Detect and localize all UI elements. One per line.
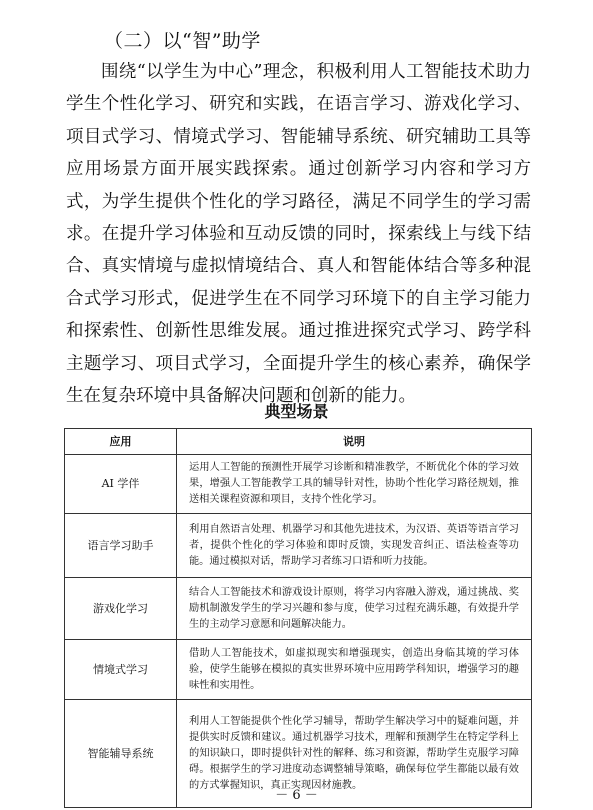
row-description: 结合人工智能技术和游戏设计原则，将学习内容融入游戏，通过挑战、奖励机制激发学生的学习兴趣和参与度，使学习过程充满乐趣，有效提升学生的主动学习意愿和问题解决能力。: [177, 578, 532, 640]
row-application: 语言学习助手: [65, 514, 177, 578]
table-row: [65, 640, 532, 700]
table-row: [65, 578, 532, 640]
header-application: 应用: [65, 429, 177, 455]
scenarios-table: [64, 428, 532, 808]
body-paragraph: 围绕“以学生为中心”理念，积极利用人工智能技术助力学生个性化学习、研究和实践，在语言学习、游戏化学习、项目式学习、情境式学习、智能辅导系统、研究辅助工具等应用场景方面开展实践探索。通过创新学习内容和学习方式，为学生提供个性化的学习路径，满足不同学生的学习需求。在提升学习体验和互动反馈的同时，探索线上与线下结合、真实情境与虚拟情境结合、真人和智能体结合等多种混合式学习形式，促进学生在不同学习环境下的自主学习能力和探索性、创新性思维发展。通过推进探究式学习、跨学科主题学习、项目式学习，全面提升学生的核心素养，确保学生在复杂环境中具备解决问题和创新的能力。: [66, 62, 531, 407]
table-row: [65, 514, 532, 578]
page-number: － 6 －: [275, 788, 318, 803]
section-heading: （二）以“智”助学: [104, 30, 261, 52]
table-title: 典型场景: [264, 402, 329, 421]
row-description: 利用自然语言处理、机器学习和其他先进技术，为汉语、英语等语言学习者，提供个性化的学习体验和即时反馈，实现发音纠正、语法检查等功能。通过模拟对话，帮助学习者练习口语和听力技能。: [177, 514, 532, 578]
header-description: 说明: [177, 429, 532, 455]
table-header-row: [65, 429, 532, 455]
row-description: 利用人工智能提供个性化学习辅导，帮助学生解决学习中的疑难问题，并提供实时反馈和建议。通过机器学习技术，理解和预测学生在特定学科上的知识缺口，即时提供针对性的解释、练习和资源，帮助学生克服学习障碍。根据学生的学习进度动态调整辅导策略，确保每位学生都能以最有效的方式掌握知识，真正实现因材施教。: [177, 700, 532, 808]
table-row: [65, 455, 532, 514]
row-application: 游戏化学习: [65, 578, 177, 640]
row-description: 借助人工智能技术，如虚拟现实和增强现实，创造出身临其境的学习体验，使学生能够在模拟的真实世界环境中应用跨学科知识，增强学习的趣味性和实用性。: [177, 640, 532, 700]
row-application: 情境式学习: [65, 640, 177, 700]
row-application: 智能辅导系统: [65, 700, 177, 808]
row-description: 运用人工智能的预测性开展学习诊断和精准教学，不断优化个体的学习效果，增强人工智能教学工具的辅导针对性，协助个性化学习路径规划，推送相关课程资源和项目，支持个性化学习。: [177, 455, 532, 514]
row-application: AI 学伴: [65, 455, 177, 514]
